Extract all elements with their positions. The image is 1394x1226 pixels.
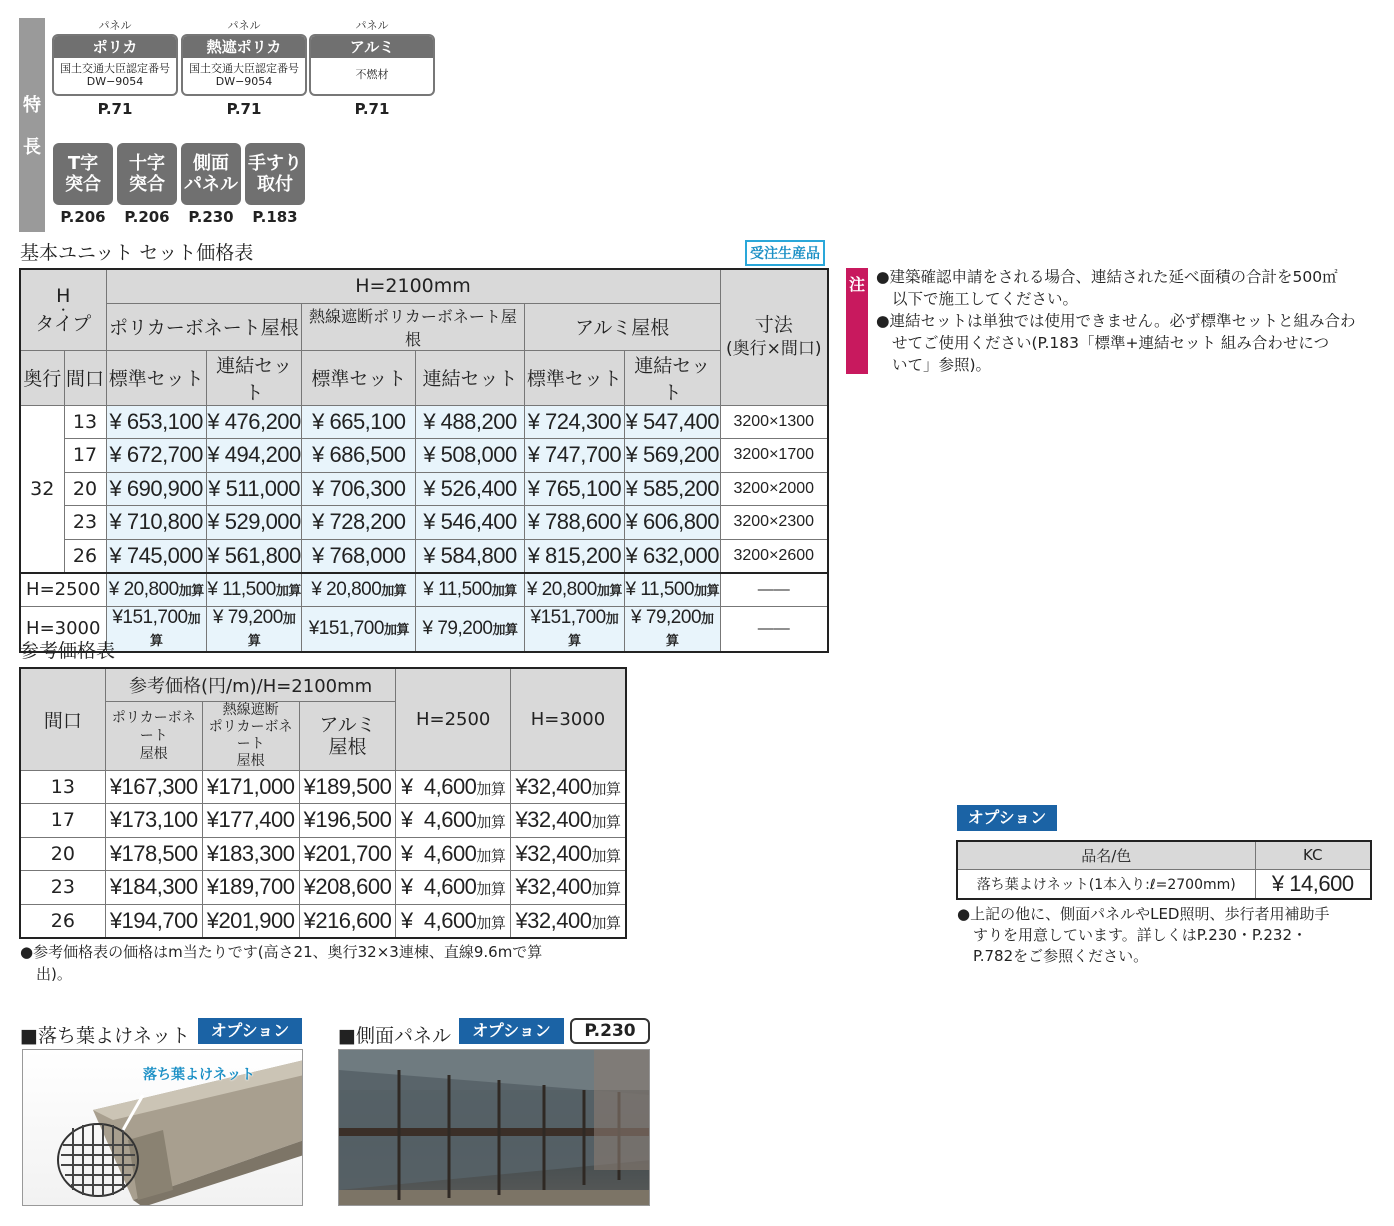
add-suffix: 加算 — [491, 582, 517, 598]
option-note-line: ●上記の他に、側面パネルやLED照明、歩行者用補助手 — [957, 905, 1330, 923]
price-cell: ¥ 585,200 — [625, 472, 720, 506]
extra-price-cell — [625, 573, 720, 607]
add-suffix: 加算 — [149, 610, 201, 648]
option-col-kc: KC — [1255, 841, 1371, 869]
add-suffix: 加算 — [591, 847, 621, 865]
roof-line: アルミ — [319, 713, 376, 736]
ref-add-value: ¥32,400 — [515, 907, 592, 933]
ref-price-table — [19, 667, 627, 939]
price-cell: ¥ 665,100 — [302, 405, 416, 439]
ref-row — [20, 837, 626, 871]
size-cell: 3200×1300 — [720, 405, 828, 439]
ref-width-cell: 26 — [20, 904, 105, 938]
price-cell: ¥ 768,000 — [302, 539, 416, 573]
ref-add-value: ¥ 4,600 — [400, 840, 477, 866]
ref-price-cell: ¥194,700 — [105, 904, 202, 938]
extra-height-label: H=3000 — [20, 606, 106, 652]
ref-price-cell: ¥177,400 — [202, 804, 299, 838]
joint-box — [53, 143, 113, 205]
extra-price-cell — [106, 606, 206, 652]
add-suffix: 加算 — [476, 881, 506, 899]
panel-box — [52, 34, 178, 96]
extra-price-cell — [206, 606, 301, 652]
add-suffix: 加算 — [591, 780, 621, 798]
price-cell: ¥ 815,200 — [524, 539, 624, 573]
roof-line: ポリカーボネート — [208, 718, 293, 752]
made-to-order-tag: 受注生産品 — [745, 240, 825, 266]
ref-width-header: 間口 — [20, 668, 105, 770]
ref-add-value: ¥ 4,600 — [400, 773, 477, 799]
width-cell: 20 — [64, 472, 106, 506]
joint-page: P.206 — [124, 208, 170, 226]
price-cell: ¥ 546,400 — [416, 506, 524, 540]
price-cell: ¥ 686,500 — [302, 439, 416, 473]
panel-box — [309, 34, 435, 96]
width-cell: 23 — [64, 506, 106, 540]
ref-roof-header — [202, 701, 299, 770]
joint-handrail[interactable] — [245, 143, 305, 226]
joint-page: P.206 — [60, 208, 106, 226]
features-label-char: 長 — [23, 137, 41, 158]
joint-line: パネル — [184, 174, 238, 195]
joint-box — [117, 143, 177, 205]
extra-price-cell — [106, 573, 206, 607]
ref-note — [20, 941, 630, 985]
note-line: いて」参照)。 — [892, 356, 992, 374]
extra-price-cell — [302, 606, 416, 652]
side-panel-title: ■側面パネル — [338, 1025, 451, 1047]
size-cell: 3200×2000 — [720, 472, 828, 506]
price-cell: ¥ 724,300 — [524, 405, 624, 439]
ref-note-line: ●参考価格表の価格はm当たりです(高さ21、奥行32×3連棟、直線9.6mで算 — [20, 943, 543, 961]
panel-body-line: 不燃材 — [355, 68, 389, 81]
ref-price-cell: ¥189,700 — [202, 871, 299, 905]
extra-price-value: ¥ 20,800 — [526, 578, 597, 600]
panel-caption: パネル — [98, 19, 132, 32]
type-label: タイプ — [35, 312, 92, 335]
extra-price-value: ¥ 11,500 — [625, 578, 695, 600]
price-cell: ¥ 488,200 — [416, 405, 524, 439]
ref-price-cell: ¥183,300 — [202, 837, 299, 871]
ref-price-cell: ¥189,500 — [299, 770, 396, 804]
ref-roof-header — [299, 701, 396, 770]
roof-header: 熱線遮断ポリカーボネート屋根 — [302, 303, 524, 350]
ref-row — [20, 770, 626, 804]
width-cell: 17 — [64, 439, 106, 473]
price-cell: ¥ 728,200 — [302, 506, 416, 540]
size-header — [720, 269, 828, 405]
extra-height-row — [20, 606, 828, 652]
price-cell: ¥ 706,300 — [302, 472, 416, 506]
ref-add-value: ¥ 4,600 — [400, 807, 477, 833]
roof-line: 熱線遮断 — [222, 701, 279, 718]
joint-cross[interactable] — [117, 143, 177, 226]
ref-price-cell: ¥173,100 — [105, 804, 202, 838]
ref-width-cell: 17 — [20, 804, 105, 838]
roof-line: ポリカーボネート — [111, 709, 196, 744]
extra-height-row — [20, 573, 828, 607]
note-line: 以下で施工してください。 — [892, 290, 1079, 308]
joint-line: 突合 — [65, 174, 101, 195]
basic-table-title: 基本ユニット セット価格表 — [20, 242, 254, 264]
add-suffix: 加算 — [275, 582, 301, 598]
extra-price-value: ¥ 79,200 — [422, 617, 493, 639]
price-cell: ¥ 494,200 — [206, 439, 301, 473]
ref-h2500-cell — [396, 804, 511, 838]
ref-add-value: ¥32,400 — [515, 773, 592, 799]
extra-size-cell: —— — [720, 606, 828, 652]
add-suffix: 加算 — [476, 847, 506, 865]
price-cell: ¥ 584,800 — [416, 539, 524, 573]
size-cell: 3200×2600 — [720, 539, 828, 573]
width-cell: 26 — [64, 539, 106, 573]
option-note — [957, 904, 1377, 967]
notes-block — [876, 266, 1381, 376]
panel-body-line: DW−9054 — [215, 75, 273, 88]
set-header: 標準セット — [106, 350, 206, 405]
depth-header: 奥行 — [20, 350, 64, 405]
set-header: 連結セット — [416, 350, 524, 405]
price-cell: ¥ 476,200 — [206, 405, 301, 439]
price-cell: ¥ 710,800 — [106, 506, 206, 540]
ref-price-cell: ¥167,300 — [105, 770, 202, 804]
roof-line: 屋根 — [236, 752, 265, 769]
ref-price-cell: ¥178,500 — [105, 837, 202, 871]
roof-line: 屋根 — [139, 745, 168, 762]
ref-h3000-cell — [510, 837, 626, 871]
set-header: 標準セット — [524, 350, 624, 405]
joint-page: P.183 — [252, 208, 298, 226]
set-header: 連結セット — [625, 350, 720, 405]
add-suffix: 加算 — [476, 780, 506, 798]
ref-width-cell: 13 — [20, 770, 105, 804]
joint-line: T字 — [67, 153, 99, 174]
price-cell: ¥ 606,800 — [625, 506, 720, 540]
add-suffix: 加算 — [694, 582, 720, 598]
price-cell: ¥ 508,000 — [416, 439, 524, 473]
option-table — [956, 840, 1372, 900]
panel-head: 熱遮ポリカ — [183, 36, 305, 58]
basic-row — [20, 472, 828, 506]
side-panel-option-tag: オプション — [459, 1018, 564, 1044]
note-line: せてご使用ください(P.183「標準+連結セット 組み合わせにつ — [892, 334, 1330, 352]
ref-price-cell: ¥184,300 — [105, 871, 202, 905]
ref-h3000-cell — [510, 871, 626, 905]
note-line: ●連結セットは単独では使用できません。必ず標準セットと組み合わ — [876, 312, 1356, 330]
extra-price-cell — [302, 573, 416, 607]
note-line: ●建築確認申請をされる場合、連結された延べ面積の合計を500㎡ — [876, 268, 1338, 286]
width-header: 間口 — [64, 350, 106, 405]
extra-price-cell — [625, 606, 720, 652]
option-item: 落ち葉よけネット(1本入り:ℓ=2700mm) — [957, 869, 1255, 899]
option-col-name: 品名/色 — [957, 841, 1255, 869]
extra-price-value: ¥151,700 — [112, 606, 188, 628]
joint-line: 手すり — [248, 153, 302, 174]
size-header-line: 寸法 — [754, 314, 793, 337]
size-cell: 3200×2300 — [720, 506, 828, 540]
add-suffix: 加算 — [591, 814, 621, 832]
panel-page: P.71 — [354, 100, 390, 118]
type-header — [20, 269, 106, 350]
ref-h2500-header: H=2500 — [396, 668, 511, 770]
joint-line: 突合 — [129, 174, 165, 195]
net-label: 落ち葉よけネット — [143, 1067, 255, 1083]
panel-aluminum[interactable] — [309, 18, 435, 118]
extra-size-cell: —— — [720, 573, 828, 607]
features-label-bar — [19, 18, 45, 232]
extra-price-value: ¥ 20,800 — [108, 578, 179, 600]
ref-h2500-cell — [396, 871, 511, 905]
price-cell: ¥ 511,000 — [206, 472, 301, 506]
joint-line: 取付 — [257, 174, 293, 195]
panel-body-line: 国土交通大臣認定番号 — [189, 62, 299, 75]
add-suffix: 加算 — [476, 914, 506, 932]
ref-add-value: ¥32,400 — [515, 840, 592, 866]
ref-h3000-header: H=3000 — [510, 668, 626, 770]
basic-row — [20, 539, 828, 573]
ref-row — [20, 871, 626, 905]
panel-caption: パネル — [227, 19, 261, 32]
option-note-line: P.782をご参照ください。 — [973, 947, 1149, 965]
ref-roof-header — [105, 701, 202, 770]
panel-polyca[interactable] — [52, 18, 178, 118]
add-suffix: 加算 — [591, 881, 621, 899]
panel-body-line: DW−9054 — [86, 75, 144, 88]
extra-price-value: ¥151,700 — [308, 617, 384, 639]
roof-line: 屋根 — [328, 735, 367, 758]
option-note-line: すりを用意しています。詳しくはP.230・P.232・ — [973, 926, 1308, 944]
joint-box — [181, 143, 241, 205]
panel-body-line: 国土交通大臣認定番号 — [60, 62, 170, 75]
extra-price-value: ¥ 11,500 — [423, 578, 492, 600]
basic-price-table — [19, 268, 829, 653]
panel-heat-polyca[interactable] — [181, 18, 307, 118]
basic-row — [20, 506, 828, 540]
extra-price-cell — [524, 573, 624, 607]
ref-add-value: ¥32,400 — [515, 874, 592, 900]
price-cell: ¥ 529,000 — [206, 506, 301, 540]
price-cell: ¥ 653,100 — [106, 405, 206, 439]
size-header-line: (奥行×間口) — [725, 339, 822, 360]
ref-add-value: ¥ 4,600 — [400, 874, 477, 900]
net-option-tag: オプション — [198, 1018, 302, 1044]
add-suffix: 加算 — [247, 610, 296, 648]
ref-price-header: 参考価格(円/m)/H=2100mm — [105, 668, 396, 701]
add-suffix: 加算 — [492, 621, 518, 637]
add-suffix: 加算 — [666, 610, 714, 648]
price-cell: ¥ 526,400 — [416, 472, 524, 506]
joint-t[interactable] — [53, 143, 113, 226]
extra-price-value: ¥ 79,200 — [631, 606, 702, 628]
ref-h3000-cell — [510, 904, 626, 938]
price-cell: ¥ 765,100 — [524, 472, 624, 506]
panel-head: アルミ — [311, 36, 433, 58]
joint-line: 側面 — [193, 153, 229, 174]
price-cell: ¥ 788,600 — [524, 506, 624, 540]
ref-table-title: 参考価格表 — [20, 640, 116, 662]
ref-h3000-cell — [510, 804, 626, 838]
extra-price-value: ¥ 20,800 — [311, 578, 382, 600]
add-suffix: 加算 — [381, 582, 407, 598]
ref-price-cell: ¥208,600 — [299, 871, 396, 905]
panel-caption: パネル — [355, 19, 389, 32]
add-suffix: 加算 — [178, 582, 204, 598]
basic-row — [20, 405, 828, 439]
ref-add-value: ¥32,400 — [515, 807, 592, 833]
ref-h2500-cell — [396, 770, 511, 804]
joint-line: 十字 — [129, 153, 165, 174]
extra-price-value: ¥ 79,200 — [212, 606, 283, 628]
ref-price-cell: ¥201,700 — [299, 837, 396, 871]
roof-header: ポリカーボネート屋根 — [106, 303, 302, 350]
add-suffix: 加算 — [568, 610, 619, 648]
basic-row — [20, 439, 828, 473]
side-panel-page: P.230 — [570, 1018, 650, 1044]
roof-header: アルミ屋根 — [524, 303, 720, 350]
ref-h2500-cell — [396, 904, 511, 938]
set-header: 標準セット — [302, 350, 416, 405]
width-cell: 13 — [64, 405, 106, 439]
price-cell: ¥ 690,900 — [106, 472, 206, 506]
side-panel-illustration — [339, 1050, 650, 1206]
extra-price-value: ¥ 11,500 — [207, 578, 276, 600]
size-cell: 3200×1700 — [720, 439, 828, 473]
option-tag: オプション — [957, 805, 1057, 831]
extra-price-cell — [416, 573, 524, 607]
price-cell: ¥ 747,700 — [524, 439, 624, 473]
extra-price-cell — [524, 606, 624, 652]
net-title: ■落ち葉よけネット — [20, 1025, 190, 1047]
panel-box — [181, 34, 307, 96]
ref-price-cell: ¥196,500 — [299, 804, 396, 838]
add-suffix: 加算 — [591, 914, 621, 932]
ref-h2500-cell — [396, 837, 511, 871]
price-cell: ¥ 745,000 — [106, 539, 206, 573]
net-photo — [22, 1049, 303, 1206]
price-cell: ¥ 561,800 — [206, 539, 301, 573]
add-suffix: 加算 — [383, 621, 409, 637]
depth-cell: 32 — [20, 405, 64, 573]
ref-width-cell: 23 — [20, 871, 105, 905]
ref-price-cell: ¥216,600 — [299, 904, 396, 938]
extra-height-label: H=2500 — [20, 573, 106, 607]
ref-note-line: 出)。 — [36, 965, 72, 983]
joint-page: P.230 — [188, 208, 234, 226]
features-label-char: 特 — [23, 95, 41, 116]
extra-price-cell — [416, 606, 524, 652]
extra-price-value: ¥151,700 — [530, 606, 606, 628]
option-price: ¥ 14,600 — [1255, 869, 1371, 899]
extra-price-cell — [206, 573, 301, 607]
note-tag: 注 — [846, 268, 868, 374]
panel-head: ポリカ — [54, 36, 176, 58]
add-suffix: 加算 — [476, 814, 506, 832]
panel-page: P.71 — [226, 100, 262, 118]
panel-page: P.71 — [97, 100, 133, 118]
set-header: 連結セット — [206, 350, 301, 405]
add-suffix: 加算 — [596, 582, 622, 598]
ref-price-cell: ¥201,900 — [202, 904, 299, 938]
price-cell: ¥ 672,700 — [106, 439, 206, 473]
joint-side-panel[interactable] — [181, 143, 241, 226]
price-cell: ¥ 569,200 — [625, 439, 720, 473]
joint-box — [245, 143, 305, 205]
ref-price-cell: ¥171,000 — [202, 770, 299, 804]
dot-label: ・ — [57, 302, 70, 317]
ref-h3000-cell — [510, 770, 626, 804]
ref-row — [20, 804, 626, 838]
side-panel-photo — [338, 1049, 650, 1206]
price-cell: ¥ 547,400 — [625, 405, 720, 439]
h-label: H — [56, 284, 71, 307]
ref-add-value: ¥ 4,600 — [400, 907, 477, 933]
height-header: H=2100mm — [106, 269, 720, 303]
price-cell: ¥ 632,000 — [625, 539, 720, 573]
ref-width-cell: 20 — [20, 837, 105, 871]
ref-row — [20, 904, 626, 938]
